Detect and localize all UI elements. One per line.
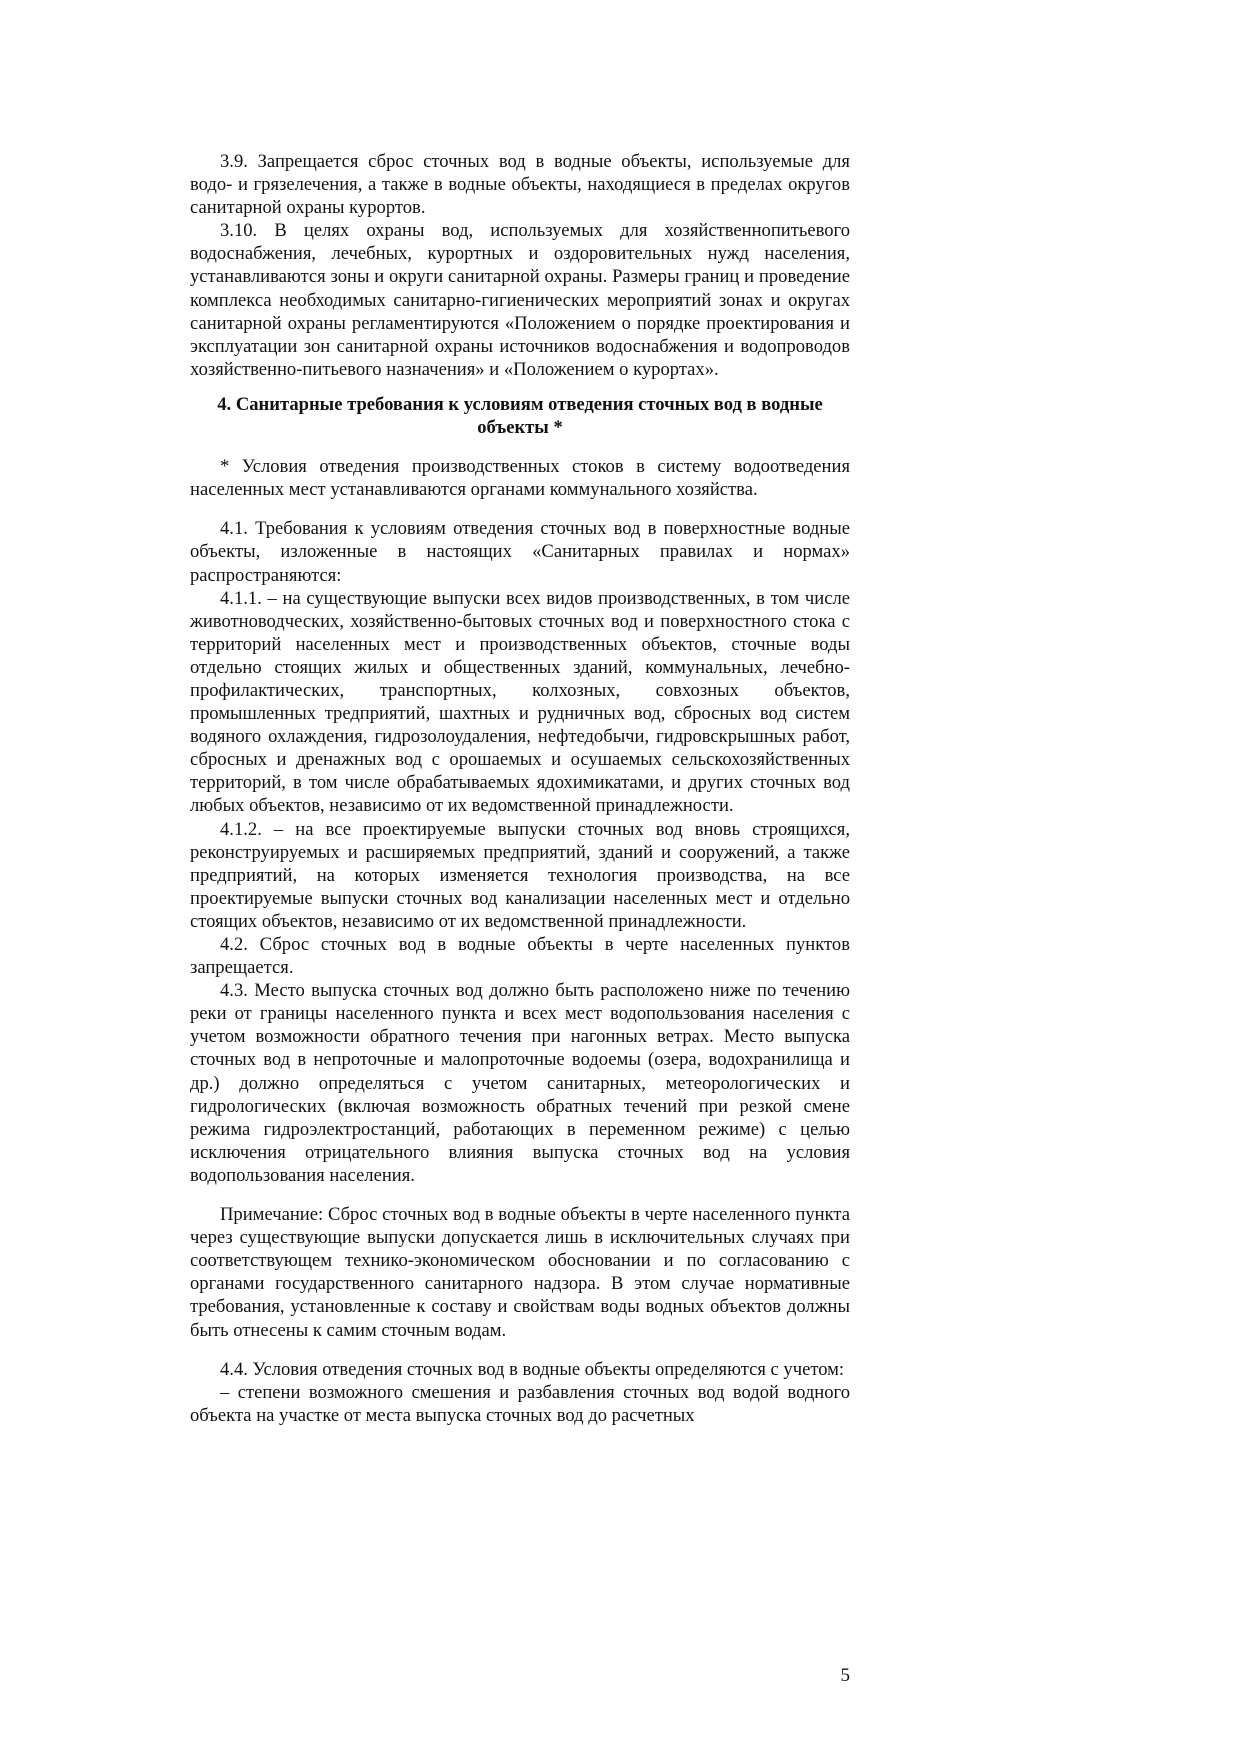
document-page bbox=[190, 150, 850, 1427]
page-number: 5 bbox=[840, 1665, 850, 1686]
note-paragraph: Примечание: Сброс сточных вод в водные объекты в черте населенного пункта через существующие выпуски допускается лишь в исключительных случаях при соответствующем технико-экономическом обосновании и по согласованию с органами государственного санитарного надзора. В этом случае нормативные требования, установленные к составу и свойствам воды водных объектов должны быть отнесены к самим сточным водам. bbox=[190, 1204, 850, 1341]
paragraph-4-1-1: 4.1.1. – на существующие выпуски всех видов производственных, в том числе животноводческих, хозяйственно-бытовых сточных вод и поверхностного стока с территорий населенных мест и производственных объектов, сточные воды отдельно стоящих жилых и общественных зданий, коммунальных, лечебно-профилактических, транспортных, колхозных, совхозных объектов, промышленных тредприятий, шахтных и рудничных вод, сбросных вод систем водяного охлаждения, гидрозолоудаления, нефтедобычи, гидровскрышных работ, сбросных и дренажных вод с орошаемых и осушаемых сельскохозяйственных территорий, в том числе обрабатываемых ядохимикатами, и других сточных вод любых объектов, независимо от их ведомственной принадлежности. bbox=[190, 587, 850, 817]
footnote: * Условия отведения производственных стоков в систему водоотведения населенных мест устанавливаются органами коммунального хозяйства. bbox=[190, 456, 850, 501]
paragraph-4-3: 4.3. Место выпуска сточных вод должно быть расположено ниже по течению реки от границы населенного пункта и всех мест водопользования населения с учетом возможности обратного течения при нагонных ветрах. Место выпуска сточных вод в непроточные и малопроточные водоемы (озера, водохранилища и др.) должно определяться с учетом санитарных, метеорологических и гидрологических (включая возможность обратных течений при резкой смене режима гидроэлектростанций, работающих в переменном режиме) с целью исключения отрицательного влияния выпуска сточных вод на условия водопользования населения. bbox=[190, 980, 850, 1186]
paragraph-4-4-item: – степени возможного смешения и разбавления сточных вод водой водного объекта на участке от места выпуска сточных вод до расчетных bbox=[190, 1381, 850, 1426]
paragraph-4-1: 4.1. Требования к условиям отведения сточных вод в поверхностные водные объекты, изложенные в настоящих «Санитарных правилах и нормах» распространяются: bbox=[190, 518, 850, 586]
paragraph-4-4: 4.4. Условия отведения сточных вод в водные объекты определяются с учетом: bbox=[220, 1358, 845, 1380]
section-heading: 4. Санитарные требования к условиям отведения сточных вод в водные объекты * bbox=[217, 393, 823, 439]
paragraph-4-1-2: 4.1.2. – на все проектируемые выпуски сточных вод вновь строящихся, реконструируемых и расширяемых предприятий, зданий и сооружений, а также предприятий, на которых изменяется технология производства, на все проектируемые выпуски сточных вод канализации населенных мест и отдельно стоящих объектов, независимо от их ведомственной принадлежности. bbox=[190, 818, 850, 932]
paragraph-3-9: 3.9. Запрещается сброс сточных вод в водные объекты, используемые для водо- и грязелечения, а также в водные объекты, находящиеся в пределах округов санитарной охраны курортов. bbox=[190, 151, 850, 219]
paragraph-4-2: 4.2. Сброс сточных вод в водные объекты в черте населенных пунктов запрещается. bbox=[190, 934, 850, 979]
paragraph-3-10: 3.10. В целях охраны вод, используемых для хозяйственнопитьевого водоснабжения, лечебных, курортных и оздоровительных нужд населения, устанавливаются зоны и округи санитарной охраны. Размеры границ и проведение комплекса необходимых санитарно-гигиенических мероприятий зонах и округах санитарной охраны регламентируются «Положением о порядке проектирования и эксплуатации зон санитарной охраны источников водоснабжения и водопроводов хозяйственно-питьевого назначения» и «Положением о курортах». bbox=[190, 220, 850, 380]
